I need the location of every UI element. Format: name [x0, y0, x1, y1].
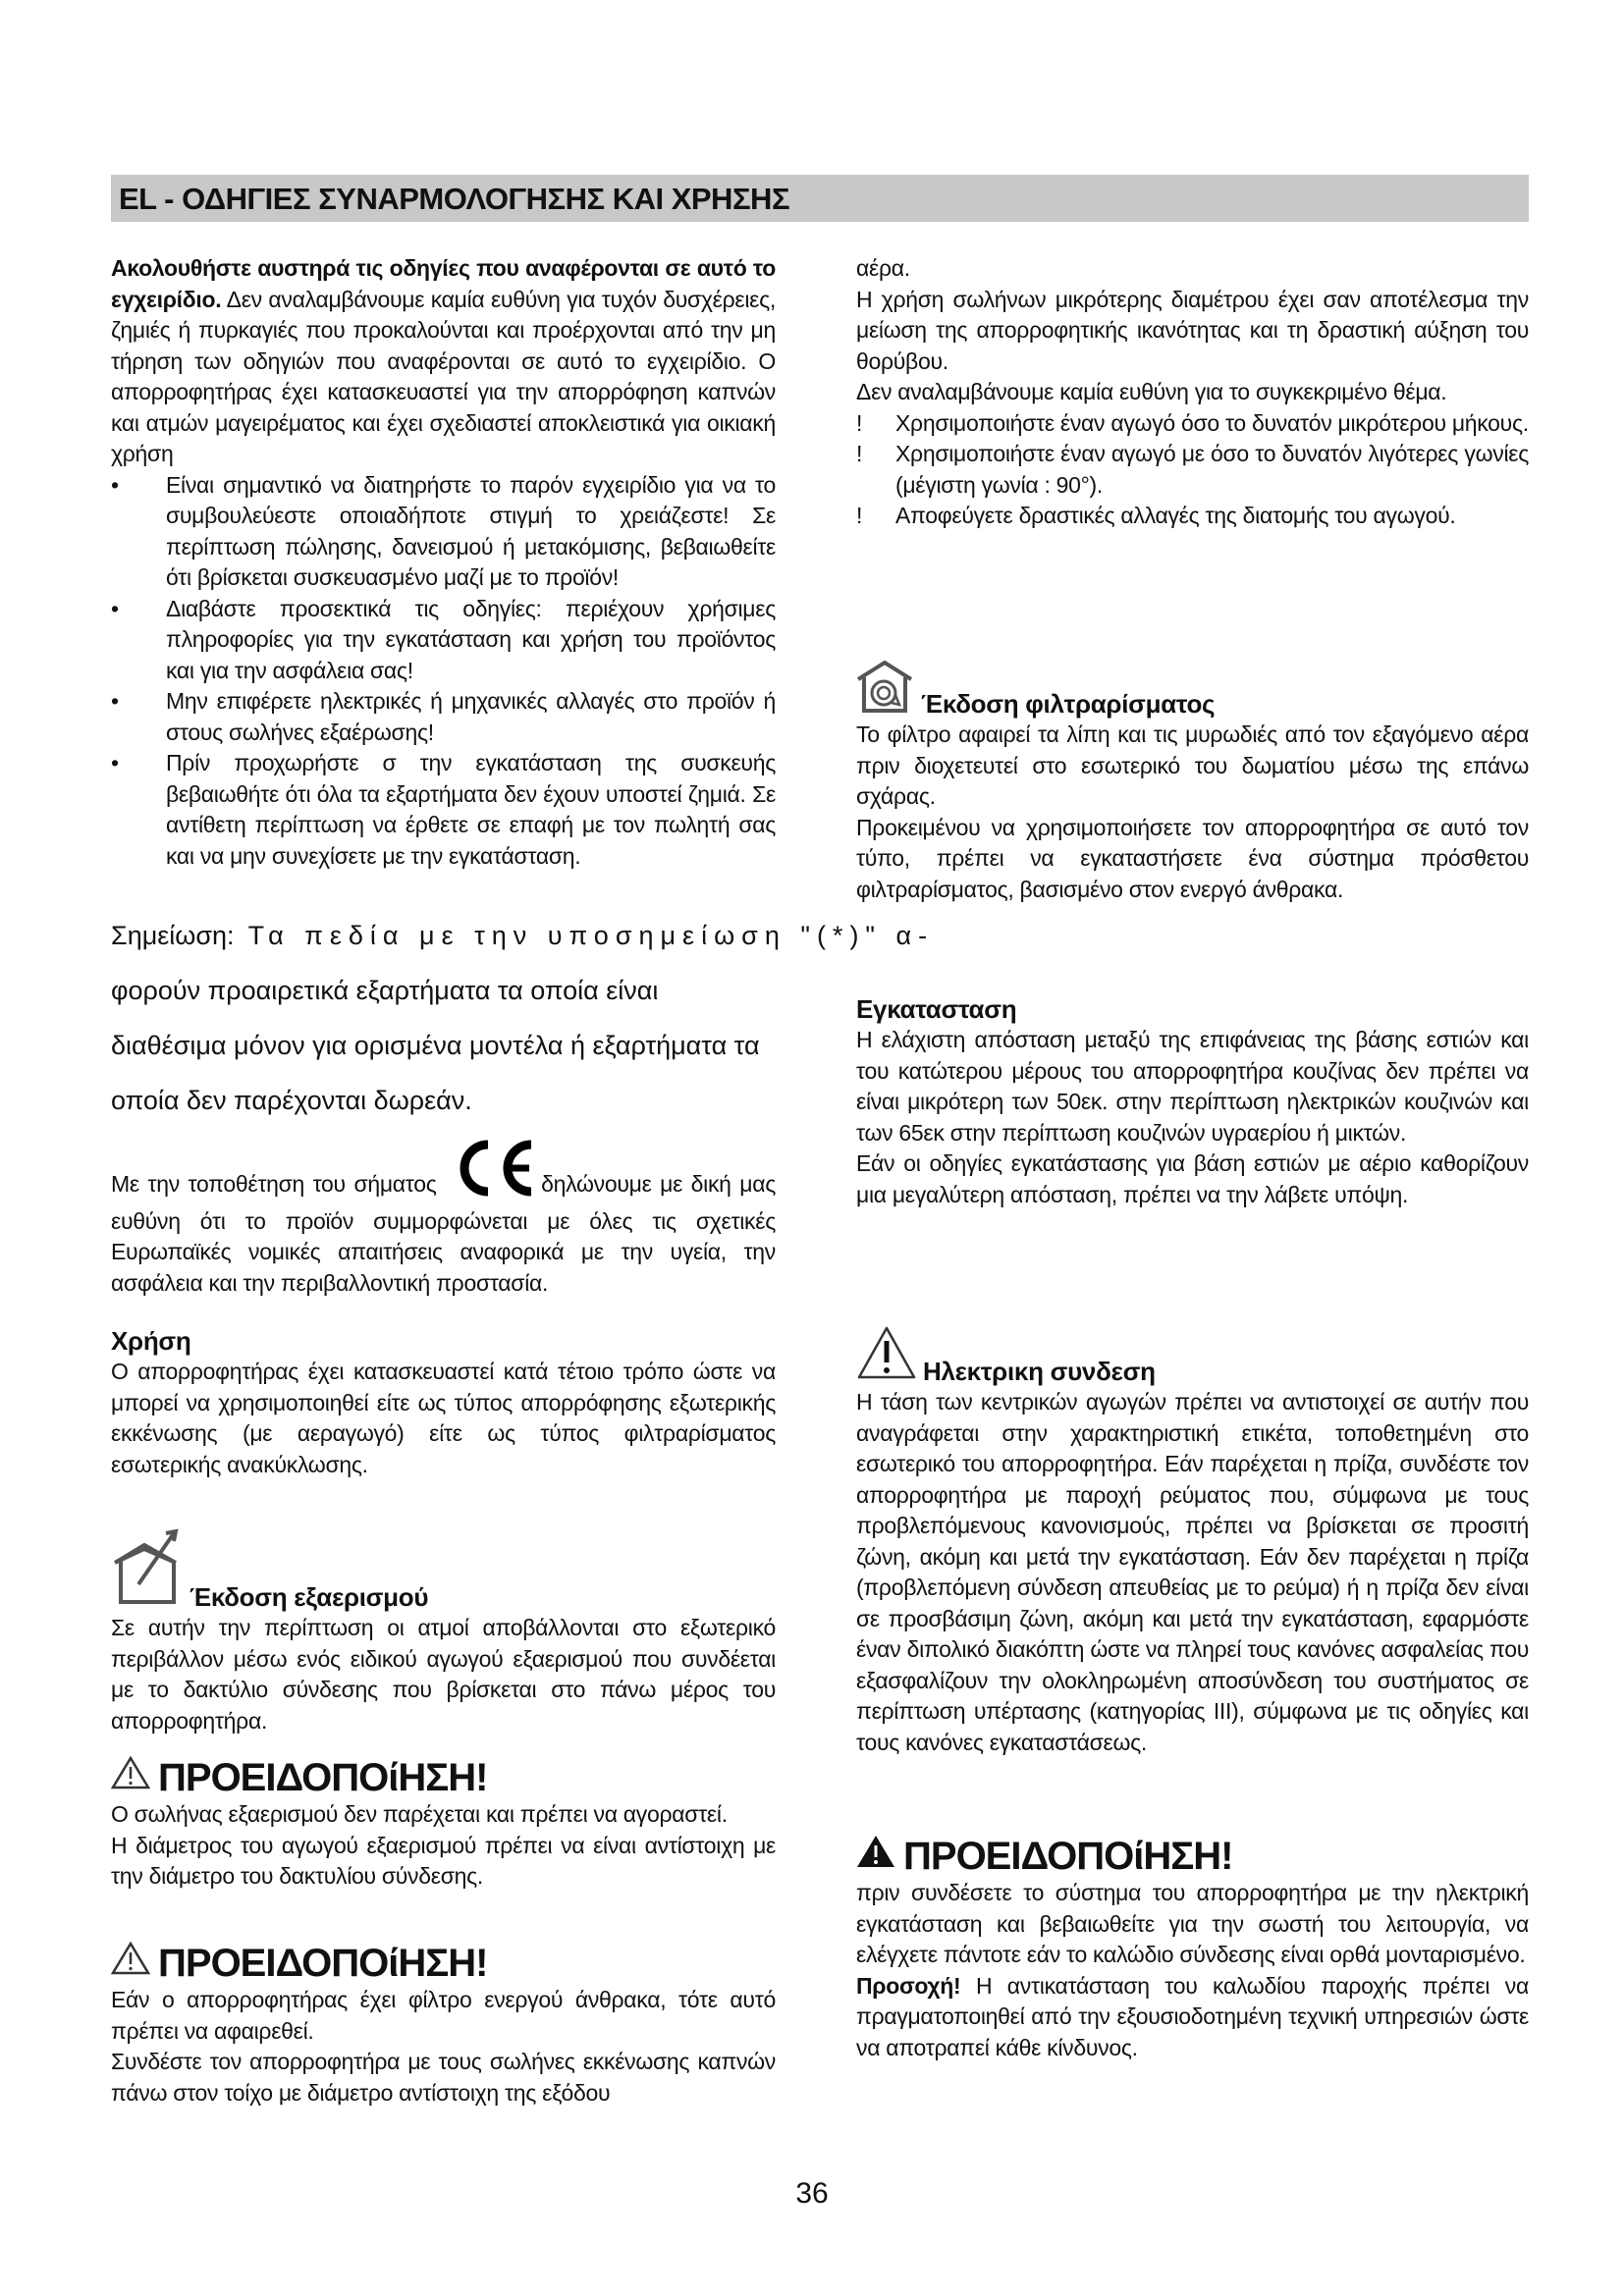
excl-text: Αποφεύγετε δραστικές αλλαγές της διατομής του αγωγού.	[895, 503, 1456, 528]
page-header: EL - ΟΔΗΓΙΕΣ ΣΥΝΑΡΜΟΛΟΓΗΣΗΣ ΚΑΙ ΧΡΗΣΗΣ	[111, 175, 1529, 222]
electrical-heading	[856, 1325, 1529, 1387]
intro-paragraph	[111, 253, 776, 470]
warning-outline-icon	[856, 1325, 917, 1387]
bullet-text: Μην επιφέρετε ηλεκτρικές ή μηχανικές αλλαγές στο προϊόν ή στους σωλήνες εξαέρωσης!	[166, 688, 776, 745]
note-spaced: Τα πεδία με την υποσημείωση "(*)" α-	[234, 921, 935, 950]
ce-text-before: Με την τοποθέτηση του σήματος	[111, 1171, 437, 1197]
caution-text: Η αντικατάσταση του καλωδίου παροχής πρέπει να πραγματοποιηθεί από την εξουσιοδοτημένη τεχνική υπηρεσιών ώστε να αποτραπεί κάθε κίνδυνος.	[856, 1972, 1529, 2060]
use-text: Ο απορροφητήρας έχει κατασκευαστεί κατά τέτοιο τρόπο ώστε να μπορεί να χρησιμοποιηθεί είτε ως τύπος απορρόφησης εξωτερικής εκκένωσης (με αεραγωγό) είτε ως τύπος φιλτραρίσματος εσωτερικής ανακύκλωσης.	[111, 1359, 776, 1477]
bullet-mark: •	[111, 471, 119, 498]
filter-section	[856, 660, 1529, 905]
warning1-heading	[111, 1755, 776, 1799]
warning2-text: Εάν ο απορροφητήρας έχει φίλτρο ενεργού άνθρακα, τότε αυτό πρέπει να αφαιρεθεί.	[111, 1987, 776, 2044]
vent-text: Σε αυτήν την περίπτωση οι ατμοί αποβάλλονται στο εξωτερικό περιβάλλον μέσω ενός ειδικού αγωγού εξαερισμού που συνδέεται με το δακτύλιο σύνδεσης που βρίσκεται στο πάνω μέρος του απορροφητήρα.	[111, 1615, 776, 1734]
bullet-mark: •	[111, 688, 119, 714]
ce-section	[111, 1139, 776, 1299]
excl-text: Χρησιμοποιήστε έναν αγωγό όσο το δυνατόν μικρότερου μήκους.	[895, 409, 1529, 436]
warning2-text: Συνδέστε τον απορροφητήρα με τους σωλήνες εκκένωσης καπνών πάνω στον τοίχο με διάμετρο αντίστοιχη της εξόδου	[111, 2049, 776, 2106]
note-label: Σημείωση:	[111, 921, 235, 950]
caution-label: Προσοχή!	[856, 1972, 961, 1999]
filter-text: Προκειμένου να χρησιμοποιήσετε τον απορροφητήρα σε αυτό τον τύπο, πρέπει να εγκαταστήσετε ένα σύστημα πρόσθετου φιλτραρίσματος, βασισμένο στον ενεργό άνθρακα.	[856, 814, 1529, 902]
warning-filled-icon	[856, 1834, 895, 1878]
warning-outline-icon	[111, 1755, 150, 1799]
warning3-section	[856, 1834, 1529, 2063]
bullet-text: Διαβάστε προσεκτικά τις οδηγίες: περιέχουν χρήσιμες πληροφορίες για την εγκατάσταση και χρήση του προϊόντος και για την ασφάλεια σας!	[166, 595, 776, 683]
warning2-section	[111, 1941, 776, 2109]
bullet-mark: •	[111, 595, 119, 621]
vent-section	[111, 1527, 776, 1736]
note-section	[111, 908, 955, 1128]
excl-text: Χρησιμοποιήστε έναν αγωγό με όσο το δυνατόν λιγότερες γωνίες (μέγιστη γωνία : 90°).	[895, 441, 1529, 498]
excl-mark: !	[856, 503, 863, 528]
intro-text: Δεν αναλαμβάνουμε καμία ευθύνη για τυχόν δυσχέρειες, ζημιές ή πυρκαγιές που προκαλούνται και προέρχονται από την μη τήρηση των οδηγιών που αναφέρονται σε αυτό το εγχειρίδιο. Ο απορροφητήρας έχει κατασκευαστεί για την απορρόφηση καπνών και ατμών μαγειρέματος και έχει σχεδιαστεί αποκλειστικά για οικιακή χρήση	[111, 286, 776, 466]
warning1-text: Ο σωλήνας εξαερισμού δεν παρέχεται και πρέπει να αγοραστεί.	[111, 1801, 728, 1827]
install-text: Εάν οι οδηγίες εγκατάστασης για βάση εστιών με αέριο καθορίζουν μια μεγαλύτερη απόσταση, πρέπει να την λάβετε υπόψη.	[856, 1150, 1529, 1207]
excl-mark: !	[856, 409, 863, 436]
duct-text: αέρα.	[856, 255, 910, 281]
vent-heading	[111, 1527, 776, 1613]
install-section	[856, 993, 1529, 1210]
vent-title: Έκδοση εξαερισμού	[189, 1582, 429, 1612]
warning-outline-icon	[111, 1941, 150, 1985]
excl-item	[856, 408, 1529, 440]
warning1-text: Η διάμετρος του αγωγού εξαερισμού πρέπει να είναι αντίστοιχη με την διάμετρο του δακτυλίου σύνδεσης.	[111, 1832, 776, 1889]
bullet-item	[111, 594, 776, 687]
ce-paragraph	[111, 1139, 776, 1299]
intro-bold: Ακολουθήστε αυστηρά τις οδηγίες που αναφέρονται σε αυτό το εγχειρίδιο.	[111, 255, 776, 312]
warning1-title: ΠΡΟΕΙΔΟΠΟίΗΣΗ!	[158, 1755, 488, 1799]
bullet-item	[111, 686, 776, 748]
excl-item	[856, 439, 1529, 501]
excl-mark: !	[856, 441, 863, 466]
use-title: Χρήση	[111, 1326, 191, 1356]
filter-text: Το φίλτρο αφαιρεί τα λίπη και τις μυρωδιές από τον εξαγόμενο αέρα πριν διοχετευτεί στο εσωτερικό του δωματίου μέσω της επάνω σχάρας.	[856, 721, 1529, 809]
note-paragraph	[111, 908, 955, 963]
use-section	[111, 1325, 776, 1480]
warning2-title: ΠΡΟΕΙΔΟΠΟίΗΣΗ!	[158, 1941, 488, 1985]
warning3-heading	[856, 1834, 1529, 1878]
house-filter-icon	[856, 660, 913, 720]
bullet-mark: •	[111, 750, 119, 775]
install-text: Η ελάχιστη απόσταση μεταξύ της επιφάνειας της βάσης εστιών και του κατώτερου μέρους του απορροφητήρα κουζίνας δεν πρέπει να είναι μικρότερη των 50εκ. στην περίπτωση ηλεκτρικών κουζινών και των 65εκ στην περίπτωση κουζινών υγραερίου ή μικτών.	[856, 1027, 1529, 1146]
page-number: 36	[795, 2177, 829, 2210]
warning1-section	[111, 1755, 776, 1893]
electrical-text: Η τάση των κεντρικών αγωγών πρέπει να αντιστοιχεί σε αυτήν που αναγράφεται στην χαρακτηριστική ετικέτα, τοποθετημένη στο εσωτερικό του απορροφητήρα. Εάν παρέχεται η πρίζα, συνδέστε τον απορροφητήρα με παροχή ρεύματος που, σύμφωνα με τους προβλεπόμενους κανονισμούς, πρέπει να βρίσκεται σε προσιτή ζώνη, ακόμη και μετά την εγκατάσταση. Εάν δεν παρέχεται η πρίζα (προβλεπόμενη σύνδεση απευθείας με το ρεύμα) ή η πρίζα δεν είναι σε προσβάσιμη ζώνη, ακόμη και μετά την εγκατάσταση, εφαρμόστε έναν διπολικό διακόπτη ώστε να πληρεί τους κανόνες ασφαλείας που εξασφαλίζουν την ολοκληρωμένη αποσύνδεση του συστήματος σε περίπτωση υπέρτασης (κατηγορίας ΙΙΙ), σύμφωνα με τις οδηγίες και τους κανόνες εγκαταστάσεως.	[856, 1389, 1529, 1755]
caution-paragraph	[856, 1971, 1529, 2064]
warning2-heading	[111, 1941, 776, 1985]
duct-section	[856, 253, 1529, 532]
bullet-text: Πρίν προχωρήστε σ την εγκατάσταση της συσκευής βεβαιωθήτε ότι όλα τα εξαρτήματα δεν έχουν υποστεί ζημιά. Σε αντίθετη περίπτωση να έρθετε σε επαφή με τον πωλητή σας και να μην συνεχίσετε με την εγκατάσταση.	[166, 750, 776, 869]
excl-item	[856, 501, 1529, 532]
bullet-item	[111, 748, 776, 872]
house-vent-icon	[111, 1527, 182, 1613]
electrical-title: Ηλεκτρικη συνδεση	[923, 1357, 1156, 1386]
warning3-title: ΠΡΟΕΙΔΟΠΟίΗΣΗ!	[903, 1834, 1233, 1878]
duct-text: Δεν αναλαμβάνουμε καμία ευθύνη για το συγκεκριμένο θέμα.	[856, 379, 1447, 404]
bullet-item	[111, 470, 776, 594]
note-text: φορούν προαιρετικά εξαρτήματα τα οποία είναι διαθέσιμα μόνον για ορισμένα μοντέλα ή εξαρτήματα τα οποία δεν παρέχονται δωρεάν.	[111, 976, 760, 1115]
warning3-text: πριν συνδέσετε το σύστημα του απορροφητήρα με την ηλεκτρική εγκατάσταση και βεβαιωθείτε για την σωστή του λειτουργία, να ελέγχετε πάντοτε εάν το καλώδιο σύνδεσης είναι ορθά μονταρισμένο.	[856, 1880, 1529, 1967]
intro-section	[111, 253, 776, 872]
filter-title: Έκδοση φιλτραρίσματος	[921, 689, 1216, 719]
ce-mark-icon	[449, 1139, 537, 1206]
electrical-section	[856, 1325, 1529, 1758]
ce-text-after: δηλώνουμε με δική μας ευθύνη ότι το προϊόν συμμορφώνεται με όλες τις σχετικές Ευρωπαϊκές νομικές απαιτήσεις αναφορικά με την υγεία, την ασφάλεια και την περιβαλλοντική προστασία.	[111, 1171, 777, 1296]
bullet-text: Είναι σημαντικό να διατηρήστε το παρόν εγχειρίδιο για να το συμβουλεύεστε οποιαδήποτε στιγμή το χρειάζεστε! Σε περίπτωση πώλησης, δανεισμού ή μετακόμισης, βεβαιωθείτε ότι βρίσκεται συσκευασμένο μαζί με το προϊόν!	[166, 471, 776, 590]
install-title: Εγκατασταση	[856, 994, 1017, 1024]
filter-heading	[856, 660, 1529, 720]
duct-text: Η χρήση σωλήνων μικρότερης διαμέτρου έχει σαν αποτέλεσμα την μείωση της απορροφητικής ικανότητας και τη δραστική αύξηση του θορύβου.	[856, 286, 1529, 374]
